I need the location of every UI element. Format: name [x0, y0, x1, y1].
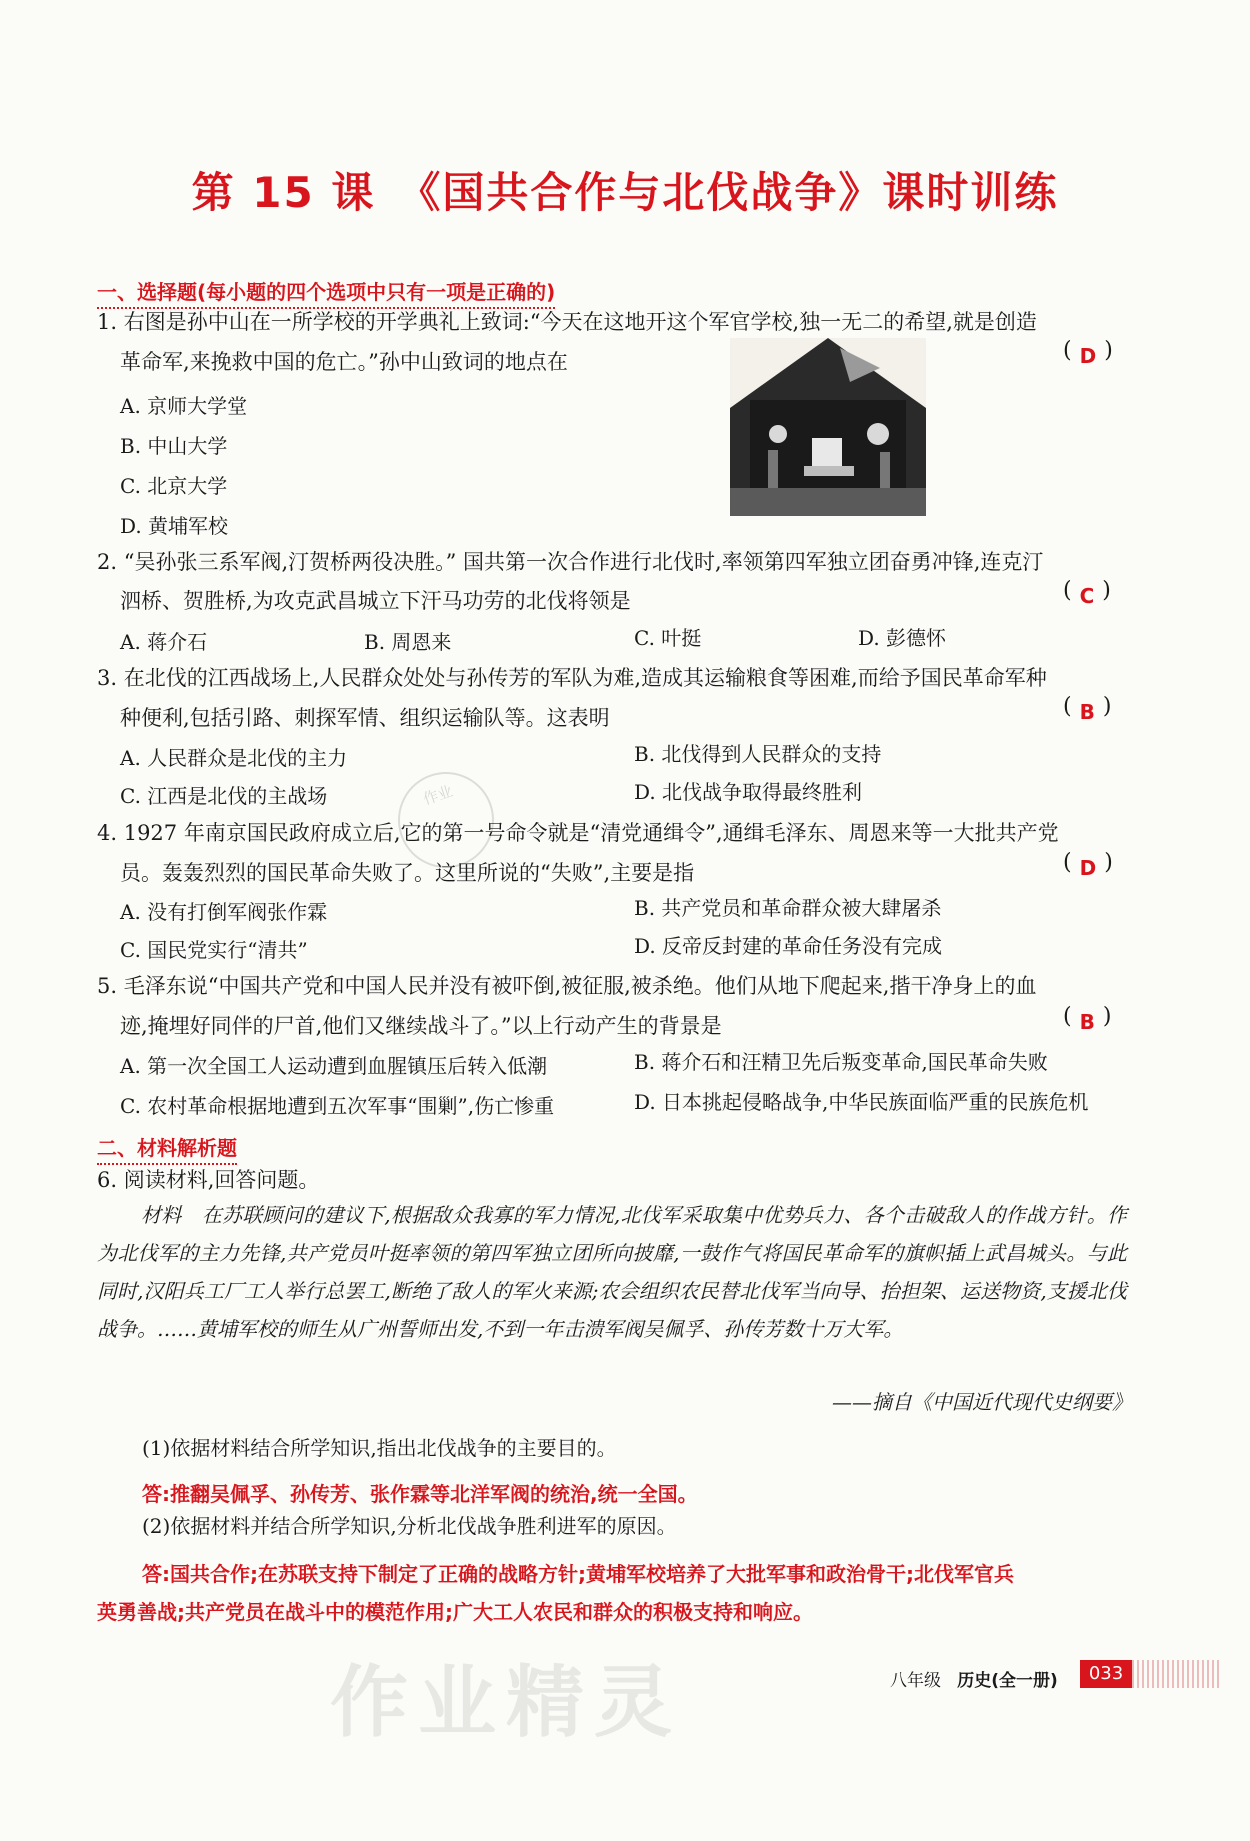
section-heading-material: 二、材料解析题: [97, 1132, 237, 1165]
question-4-option-d: D. 反帝反封建的革命任务没有完成: [634, 934, 943, 958]
question-4-option-a: A. 没有打倒军阀张作霖: [120, 900, 328, 924]
question-1-option-d: D. 黄埔军校: [120, 514, 229, 538]
question-3-line-2: 种便利,包括引路、刺探军情、组织运输队等。这表明: [120, 706, 610, 730]
question-2-option-a: A. 蒋介石: [120, 630, 208, 654]
question-6-answer-2-line-1: 答:国共合作;在苏联支持下制定了正确的战略方针;黄埔军校培养了大批军事和政治骨干;北伐军官兵: [142, 1562, 1014, 1586]
question-1-answer-box: ( D ): [1063, 338, 1113, 368]
footer-grade: 八年级: [890, 1671, 941, 1691]
question-3-option-c: C. 江西是北伐的主战场: [120, 784, 328, 808]
section-heading-choice: 一、选择题(每小题的四个选项中只有一项是正确的): [97, 276, 555, 309]
watermark-text: 作业精灵: [330, 1658, 683, 1748]
question-4-option-b: B. 共产党员和革命群众被大肆屠杀: [634, 896, 942, 920]
page-title: 第 15 课 《国共合作与北伐战争》课时训练: [191, 168, 1059, 217]
question-5-answer: B: [1079, 1010, 1095, 1034]
question-5-answer-box: ( B ): [1063, 1004, 1112, 1034]
question-4-line-2: 员。轰轰烈烈的国民革命失败了。这里所说的“失败”,主要是指: [120, 861, 695, 885]
question-2-option-c: C. 叶挺: [634, 626, 702, 650]
question-5-option-b: B. 蒋介石和汪精卫先后叛变革命,国民革命失败: [634, 1050, 1048, 1074]
question-3-answer-box: ( B ): [1063, 694, 1112, 724]
material-source: ——摘自《中国近代现代史纲要》: [832, 1390, 1132, 1414]
question-5-option-d: D. 日本挑起侵略战争,中华民族面临严重的民族危机: [634, 1090, 1089, 1114]
question-1-answer: D: [1079, 344, 1097, 368]
question-6-answer-1: 答:推翻吴佩孚、孙传芳、张作霖等北洋军阀的统治,统一全国。: [142, 1482, 698, 1506]
question-2-answer: C: [1079, 584, 1095, 608]
question-1-option-c: C. 北京大学: [120, 474, 228, 498]
page-footer: [890, 1666, 1058, 1691]
footer-subject: 历史(全一册): [957, 1671, 1058, 1691]
whampoa-ceremony-photo: [730, 338, 926, 516]
question-6-sub-2: (2)依据材料并结合所学知识,分析北伐战争胜利进军的原因。: [142, 1514, 677, 1538]
question-6-intro: 6. 阅读材料,回答问题。: [97, 1168, 320, 1192]
photo-illustration: [730, 338, 926, 516]
question-5-option-c: C. 农村革命根据地遭到五次军事“围剿”,伤亡惨重: [120, 1094, 555, 1118]
question-4-option-c: C. 国民党实行“清共”: [120, 938, 308, 962]
question-2-answer-box: ( C ): [1063, 578, 1111, 608]
question-2-option-b: B. 周恩来: [364, 630, 452, 654]
footer-decoration: [1132, 1660, 1222, 1688]
question-3-answer: B: [1079, 700, 1095, 724]
watermark-stamp: 作业: [386, 760, 507, 881]
question-4-line-1: 4. 1927 年南京国民政府成立后,它的第一号命令就是“清党通缉令”,通缉毛泽东、周恩来等一大批共产党: [97, 821, 1059, 845]
question-5-option-a: A. 第一次全国工人运动遭到血腥镇压后转入低潮: [120, 1054, 548, 1078]
question-6-answer-2-line-2: 英勇善战;共产党员在战斗中的模范作用;广大工人农民和群众的积极支持和响应。: [97, 1600, 813, 1624]
question-2-line-1: 2. “吴孙张三系军阀,汀贺桥两役决胜。” 国共第一次合作进行北伐时,率领第四军独立团奋勇冲锋,连克汀: [97, 550, 1044, 574]
question-1-line-2: 革命军,来挽救中国的危亡。”孙中山致词的地点在: [120, 350, 568, 374]
question-4-answer-box: ( D ): [1063, 850, 1113, 880]
question-1-line-1: 1. 右图是孙中山在一所学校的开学典礼上致词:“今天在这地开这个军官学校,独一无二的希望,就是创造: [97, 310, 1037, 334]
question-2-line-2: 泗桥、贺胜桥,为攻克武昌城立下汗马功劳的北伐将领是: [120, 589, 631, 613]
question-6-sub-1: (1)依据材料结合所学知识,指出北伐战争的主要目的。: [142, 1436, 617, 1460]
question-5-line-2: 迹,掩埋好同伴的尸首,他们又继续战斗了。”以上行动产生的背景是: [120, 1014, 722, 1038]
question-6-material: 材料 在苏联顾问的建议下,根据敌众我寡的军力情况,北伐军采取集中优势兵力、各个击破敌人的作战方针。作为北伐军的主力先锋,共产党员叶挺率领的第四军独立团所向披靡,一鼓作气将国民革命军的旗帜插上武昌城头。与此同时,汉阳兵工厂工人举行总罢工,断绝了敌人的军火来源;农会组织农民替北伐军当向导、抬担架、运送物资,支援北伐战争。……黄埔军校的师生从广州誓师出发,不到一年击溃军阀吴佩孚、孙传芳数十万大军。: [97, 1203, 1127, 1341]
question-3-option-b: B. 北伐得到人民群众的支持: [634, 742, 882, 766]
question-3-option-d: D. 北伐战争取得最终胜利: [634, 780, 863, 804]
question-3-line-1: 3. 在北伐的江西战场上,人民群众处处与孙传芳的军队为难,造成其运输粮食等困难,而给予国民革命军种: [97, 666, 1047, 690]
page-number: 033: [1080, 1660, 1132, 1688]
question-1-option-b: B. 中山大学: [120, 434, 228, 458]
question-1-option-a: A. 京师大学堂: [120, 394, 248, 418]
question-3-option-a: A. 人民群众是北伐的主力: [120, 746, 348, 770]
question-2-option-d: D. 彭德怀: [858, 626, 947, 650]
question-4-answer: D: [1079, 856, 1097, 880]
question-5-line-1: 5. 毛泽东说“中国共产党和中国人民并没有被吓倒,被征服,被杀绝。他们从地下爬起来,揩干净身上的血: [97, 974, 1037, 998]
